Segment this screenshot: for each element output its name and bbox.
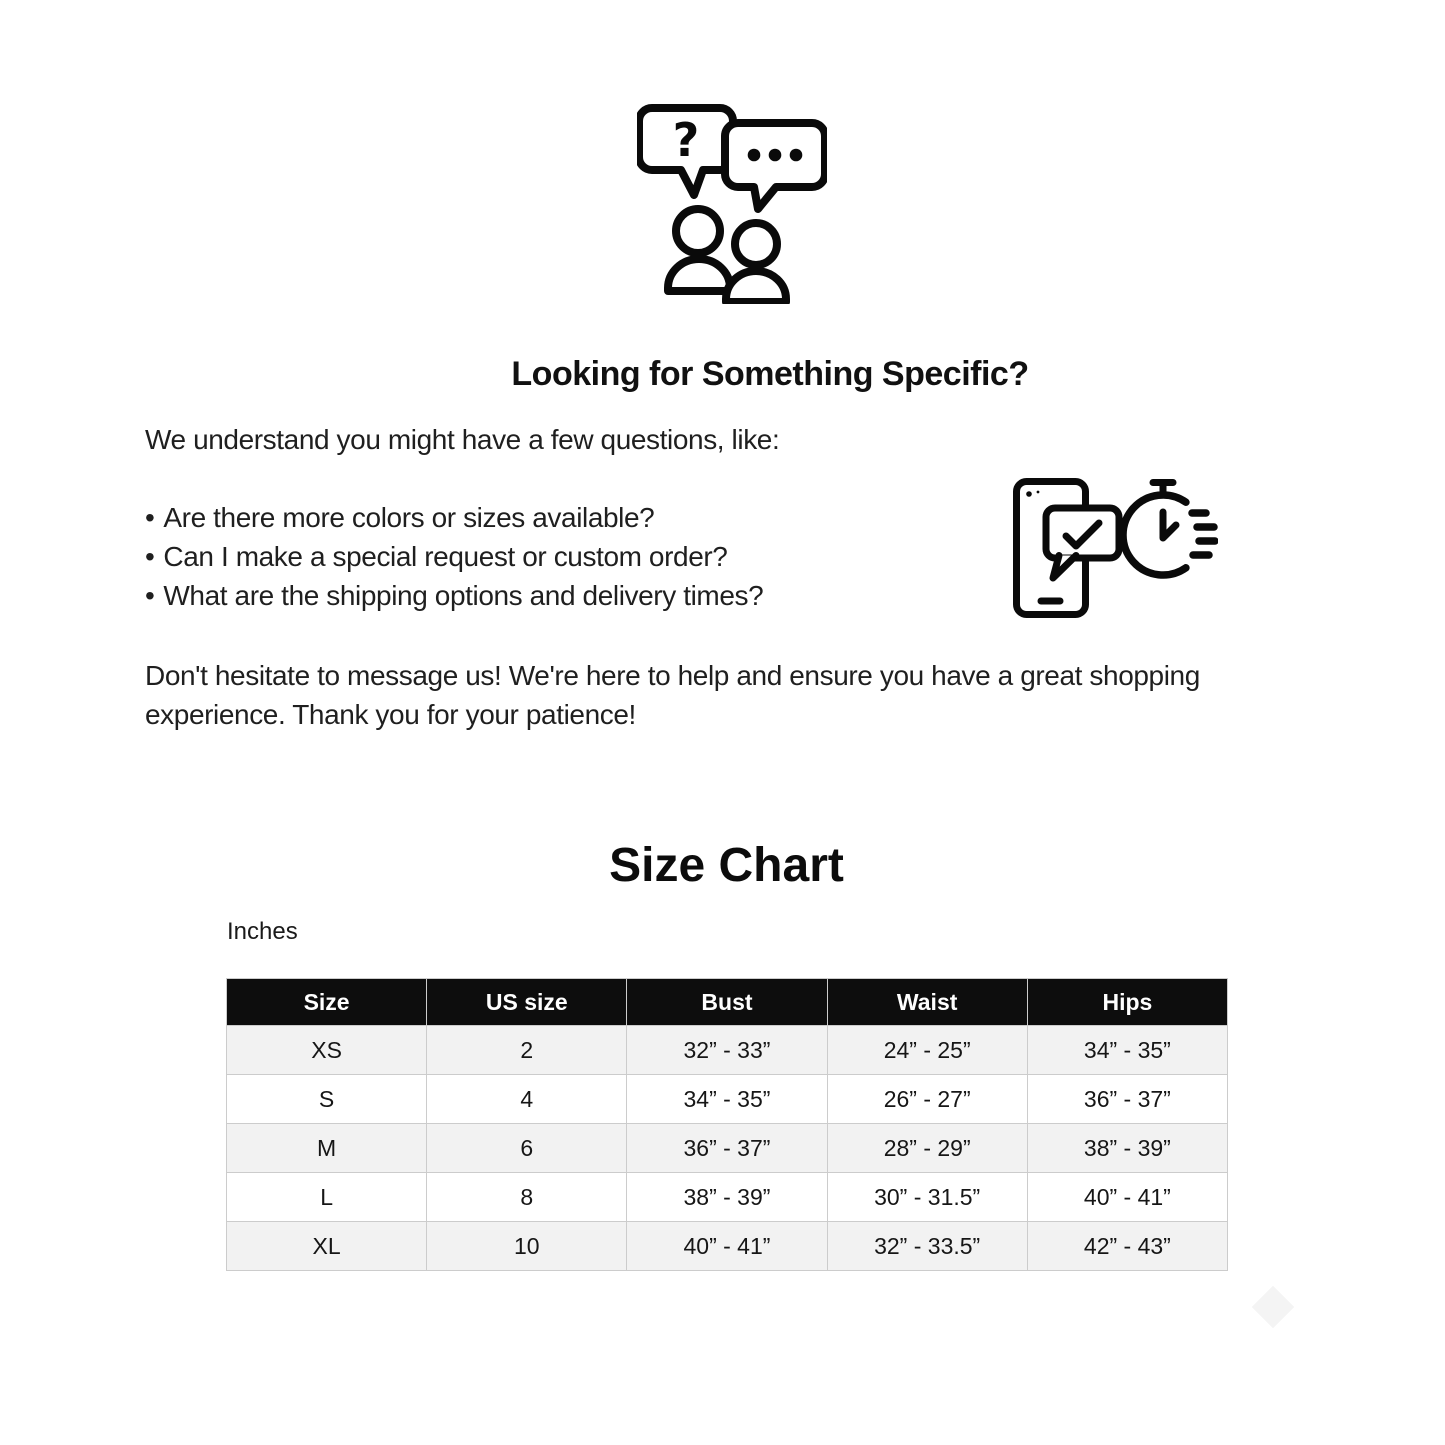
table-row-xl xyxy=(227,1222,1228,1271)
cell-size: S xyxy=(227,1075,427,1124)
cell-us: 4 xyxy=(427,1075,627,1124)
table-row-xs xyxy=(227,1026,1228,1075)
cell-size: XS xyxy=(227,1026,427,1075)
question-text: Are there more colors or sizes available? xyxy=(163,502,655,533)
column-header-bust: Bust xyxy=(627,979,827,1026)
cell-size: L xyxy=(227,1173,427,1222)
table-header-row xyxy=(227,979,1228,1026)
cell-waist: 28” - 29” xyxy=(827,1124,1027,1173)
cell-waist: 32” - 33.5” xyxy=(827,1222,1027,1271)
svg-text:?: ? xyxy=(672,113,700,167)
cell-hips: 36” - 37” xyxy=(1027,1075,1227,1124)
cell-size: XL xyxy=(227,1222,427,1271)
bullet-glyph: • xyxy=(145,580,155,611)
cell-waist: 26” - 27” xyxy=(827,1075,1027,1124)
column-header-waist: Waist xyxy=(827,979,1027,1026)
chat-question-people-icon xyxy=(637,104,827,304)
question-item xyxy=(145,537,1005,576)
question-item xyxy=(145,498,1005,537)
bullet-glyph: • xyxy=(145,502,155,533)
help-heading: Looking for Something Specific? xyxy=(511,355,1029,393)
cell-hips: 38” - 39” xyxy=(1027,1124,1227,1173)
cell-size: M xyxy=(227,1124,427,1173)
phone-quick-reply-stopwatch-icon xyxy=(1013,478,1218,620)
column-header-us-size: US size xyxy=(427,979,627,1026)
cell-hips: 40” - 41” xyxy=(1027,1173,1227,1222)
question-item xyxy=(145,576,1005,615)
cell-bust: 38” - 39” xyxy=(627,1173,827,1222)
cell-us: 6 xyxy=(427,1124,627,1173)
cell-waist: 30” - 31.5” xyxy=(827,1173,1027,1222)
question-text: Can I make a special request or custom order? xyxy=(163,541,728,572)
size-chart-table xyxy=(226,978,1228,1271)
bullet-glyph: • xyxy=(145,541,155,572)
units-label: Inches xyxy=(227,918,298,945)
column-header-hips: Hips xyxy=(1027,979,1227,1026)
cell-us: 8 xyxy=(427,1173,627,1222)
cell-us: 2 xyxy=(427,1026,627,1075)
cell-hips: 42” - 43” xyxy=(1027,1222,1227,1271)
table-row-l xyxy=(227,1173,1228,1222)
table-row-m xyxy=(227,1124,1228,1173)
cell-bust: 34” - 35” xyxy=(627,1075,827,1124)
question-text: What are the shipping options and delivery times? xyxy=(163,580,764,611)
help-intro: We understand you might have a few questions, like: xyxy=(145,424,780,455)
question-list xyxy=(145,498,1005,615)
closing-message: Don't hesitate to message us! We're here to help and ensure you have a great shopping experience. Thank you for your patience! xyxy=(145,660,1200,730)
column-header-size: Size xyxy=(227,979,427,1026)
cell-hips: 34” - 35” xyxy=(1027,1026,1227,1075)
cell-waist: 24” - 25” xyxy=(827,1026,1027,1075)
cell-bust: 36” - 37” xyxy=(627,1124,827,1173)
cell-bust: 32” - 33” xyxy=(627,1026,827,1075)
table-row-s xyxy=(227,1075,1228,1124)
size-chart-title: Size Chart xyxy=(609,839,844,892)
watermark-artifact xyxy=(1252,1286,1294,1328)
cell-bust: 40” - 41” xyxy=(627,1222,827,1271)
cell-us: 10 xyxy=(427,1222,627,1271)
